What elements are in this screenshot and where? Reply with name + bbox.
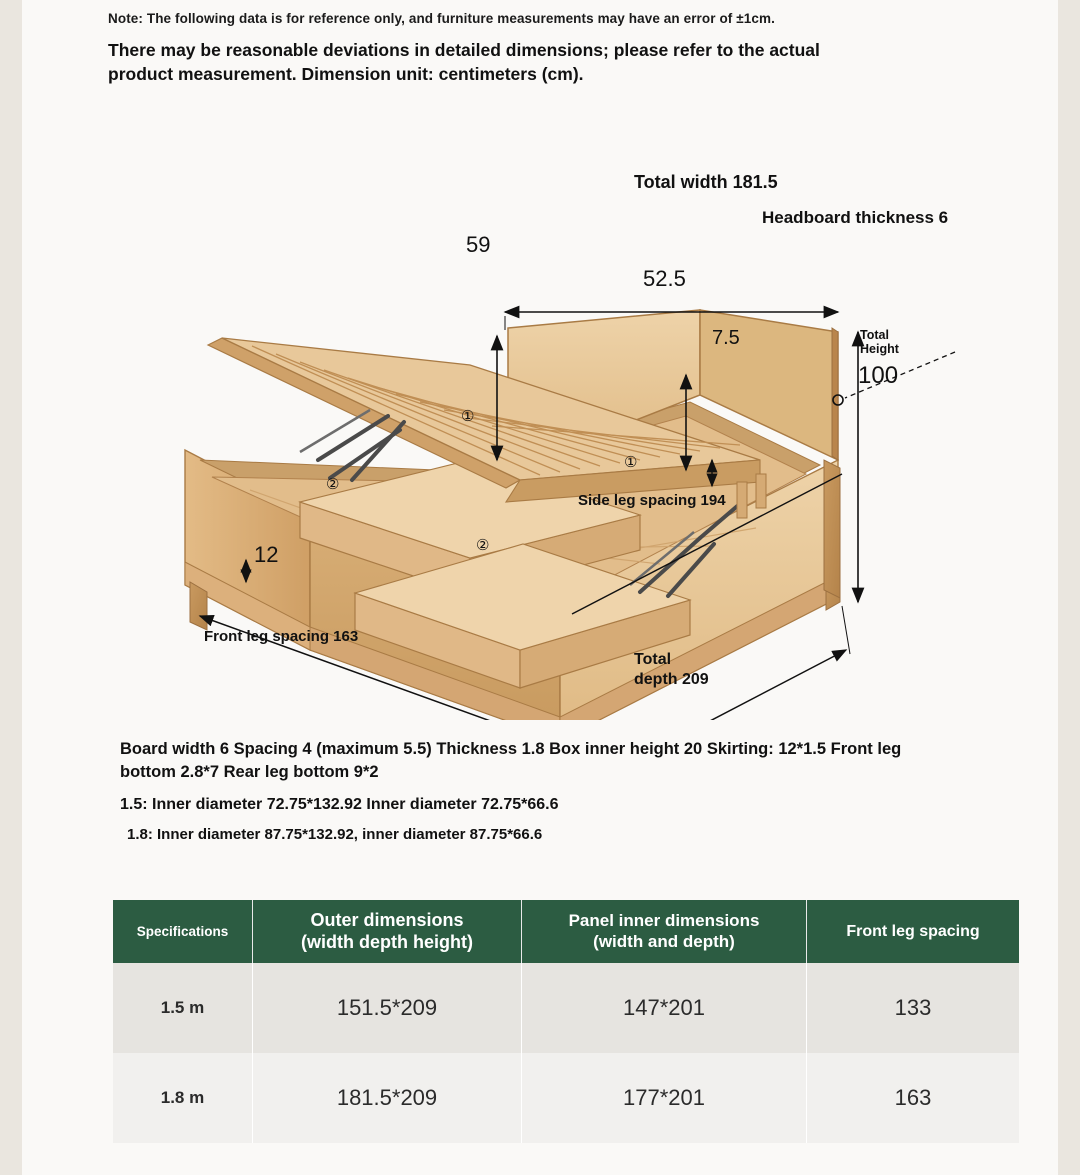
label-skirt-height: 12 [254,542,279,567]
label-headboard-thickness: Headboard thickness 6 [762,208,949,227]
specifications-table [113,900,1019,1143]
table-header-row [113,900,1019,963]
label-total-height-caption-1: Total [860,328,889,342]
label-lift-height: 59 [466,232,491,257]
label-total-height-caption-2: Height [860,342,899,357]
callout-one-lower: ① [624,454,638,471]
callout-one-upper: ① [461,408,475,425]
table-row [113,963,1019,1053]
label-total-width: Total width 181.5 [634,172,778,192]
bed-dimension-diagram [0,130,1080,720]
note-main-text: There may be reasonable deviations in detailed dimensions; please refer to the actual product measurement. Dimension unit: centimeters (cm). [108,40,820,84]
cell-panel-1: 177*201 [522,1053,807,1143]
cell-panel-0: 147*201 [522,963,807,1053]
cell-outer-0: 151.5*209 [253,963,522,1053]
notes-block [108,10,838,86]
label-front-leg-spacing: Front leg spacing 163 [204,628,359,645]
label-total-depth-1: Total [634,651,672,668]
cell-spec-1: 1.8 m [113,1053,253,1143]
callout-two-right: ② [476,537,490,554]
cell-front-0: 133 [807,963,1020,1053]
callout-two-left: ② [326,476,340,493]
label-total-height-value: 100 [858,362,899,389]
header-outer-line1: Outer dimensions [310,910,464,930]
header-panel-line1: Panel inner dimensions [568,911,760,931]
spec-line-board: Board width 6 Spacing 4 (maximum 5.5) Thickness 1.8 Box inner height 20 Skirting: 12*1.5 Front leg bottom 2.8*7 Rear leg bottom 9*2 [120,740,902,781]
label-total-depth-2: depth 209 [634,671,709,688]
header-specifications: Specifications [113,900,253,963]
label-rail-height: 7.5 [712,327,740,349]
note-small-text: Note: The following data is for reference only, and furniture measurements may have an error of ±1cm. [108,11,775,26]
spec-line-15: 1.5: Inner diameter 72.75*132.92 Inner diameter 72.75*66.6 [120,796,559,814]
table-row [113,1053,1019,1143]
spec-line-18: 1.8: Inner diameter 87.75*132.92, inner diameter 87.75*66.6 [127,826,543,844]
cell-spec-0: 1.5 m [113,963,253,1053]
header-front-leg-spacing: Front leg spacing [807,900,1020,963]
cell-outer-1: 181.5*209 [253,1053,522,1143]
header-panel-line2: (width and depth) [593,931,735,951]
label-headboard-height: 52.5 [643,266,686,291]
header-outer-dimensions [253,900,522,963]
spec-text-block [120,738,960,843]
label-side-leg-spacing: Side leg spacing 194 [578,492,726,509]
header-outer-line2: (width depth height) [301,931,473,952]
header-panel-dimensions [522,900,807,963]
cell-front-1: 163 [807,1053,1020,1143]
